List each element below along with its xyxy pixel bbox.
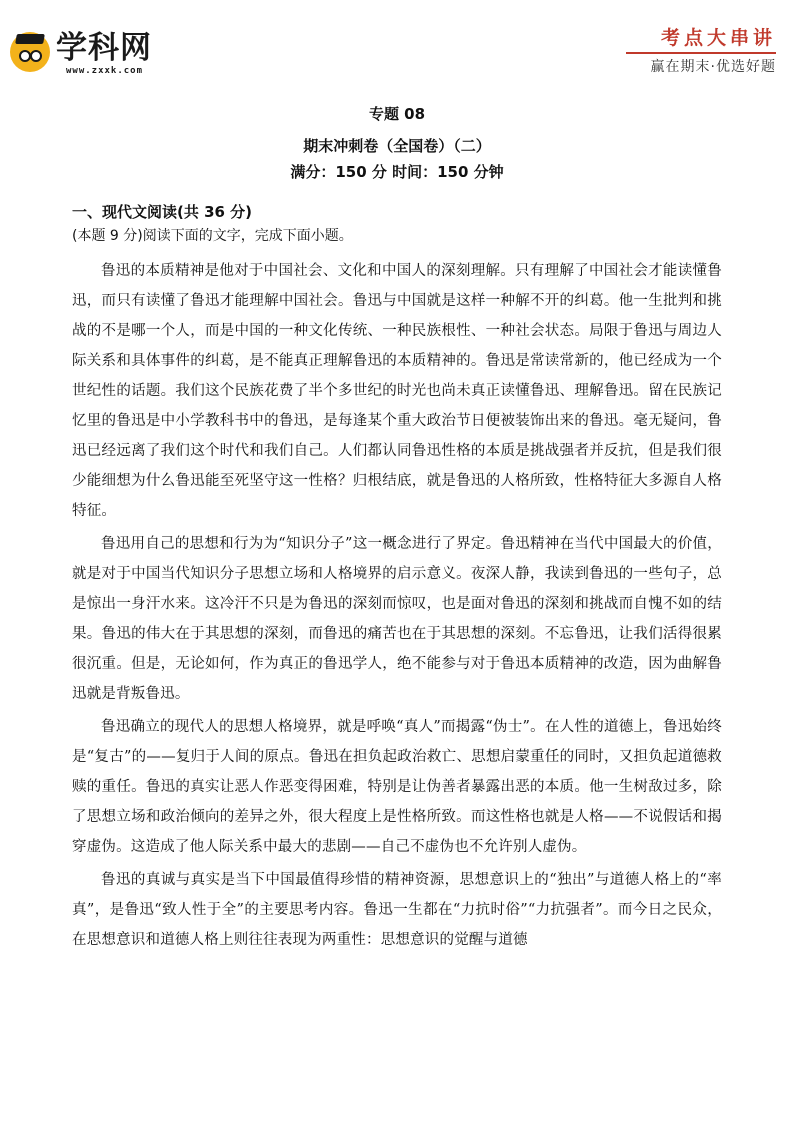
brand-block	[626, 26, 776, 76]
reading-paragraph: 鲁迅确立的现代人的思想人格境界，就是呼唤“真人”而揭露“伪士”。在人性的道德上，鲁迅始终是“复古”的——复归于人间的原点。鲁迅在担负起政治救亡、思想启蒙重任的同时，又担负起道德救赎的重任。鲁迅的真实让恶人作恶变得困难，特别是让伪善者暴露出恶的本质。他一生树敌过多，除了思想立场和政治倾向的差异之外，很大程度上是性格所致。而这性格也就是人格——不说假话和揭穿虚伪。这造成了他人际关系中最大的悲剧——自己不虚伪也不允许别人虚伪。	[72, 719, 722, 855]
question-instruction: (本题 9 分)阅读下面的文字，完成下面小题。	[72, 228, 353, 244]
brand-divider	[626, 52, 776, 54]
reading-paragraph: 鲁迅的本质精神是他对于中国社会、文化和中国人的深刻理解。只有理解了中国社会才能读懂鲁迅，而只有读懂了鲁迅才能理解中国社会。鲁迅与中国就是这样一种解不开的纠葛。他一生批判和挑战的不是哪一个人，而是中国的一种文化传统、一种民族根性、一种社会状态。局限于鲁迅与周边人际关系和具体事件的纠葛，是不能真正理解鲁迅的本质精神的。鲁迅是常读常新的，他已经成为一个世纪性的话题。我们这个民族花费了半个多世纪的时光也尚未真正读懂鲁迅、理解鲁迅。留在民族记忆里的鲁迅是中小学教科书中的鲁迅，是每逢某个重大政治节日便被装饰出来的鲁迅。毫无疑问，鲁迅已经远离了我们这个时代和我们自己。人们都认同鲁迅性格的本质是挑战强者并反抗，但是我们很少能细想为什么鲁迅能至死坚守这一性格？归根结底，就是鲁迅的人格所致，性格特征大多源自人格特征。	[72, 263, 722, 519]
logo-url: www.zxxk.com	[66, 66, 144, 76]
reading-paragraph: 鲁迅的真诚与真实是当下中国最值得珍惜的精神资源，思想意识上的“独出”与道德人格上的“率真”，是鲁迅“致人性于全”的主要思考内容。鲁迅一生都在“力抗时俗”“力抗强者”。而今日之民众，在思想意识和道德人格上则往往表现为两重性：思想意识的觉醒与道德	[72, 872, 722, 948]
exam-meta: 满分：150 分 时间：150 分钟	[290, 163, 504, 181]
exam-title-block	[0, 104, 794, 184]
section-heading: 一、现代文阅读(共 36 分)	[72, 203, 253, 221]
mascot-icon	[10, 32, 50, 72]
brand-slogan: 赢在期末·优选好题	[650, 59, 776, 75]
topic-title: 专题 08	[368, 105, 426, 123]
brand-title: 考点大串讲	[660, 27, 776, 49]
document-body	[72, 200, 722, 958]
logo-text: 学科网	[56, 30, 152, 66]
exam-title: 期末冲刺卷（全国卷）（二）	[303, 137, 491, 155]
site-logo[interactable]	[10, 28, 170, 78]
reading-paragraph: 鲁迅用自己的思想和行为为“知识分子”这一概念进行了界定。鲁迅精神在当代中国最大的价值，就是对于中国当代知识分子思想立场和人格境界的启示意义。夜深人静，我读到鲁迅的一些句子，总是惊出一身汗水来。这冷汗不只是为鲁迅的深刻而惊叹，也是面对鲁迅的深刻和挑战而自愧不如的结果。鲁迅的伟大在于其思想的深刻，而鲁迅的痛苦也在于其思想的深刻。不忘鲁迅，让我们活得很累很沉重。但是，无论如何，作为真正的鲁迅学人，绝不能参与对于鲁迅本质精神的改造，因为曲解鲁迅就是背叛鲁迅。	[72, 536, 722, 702]
